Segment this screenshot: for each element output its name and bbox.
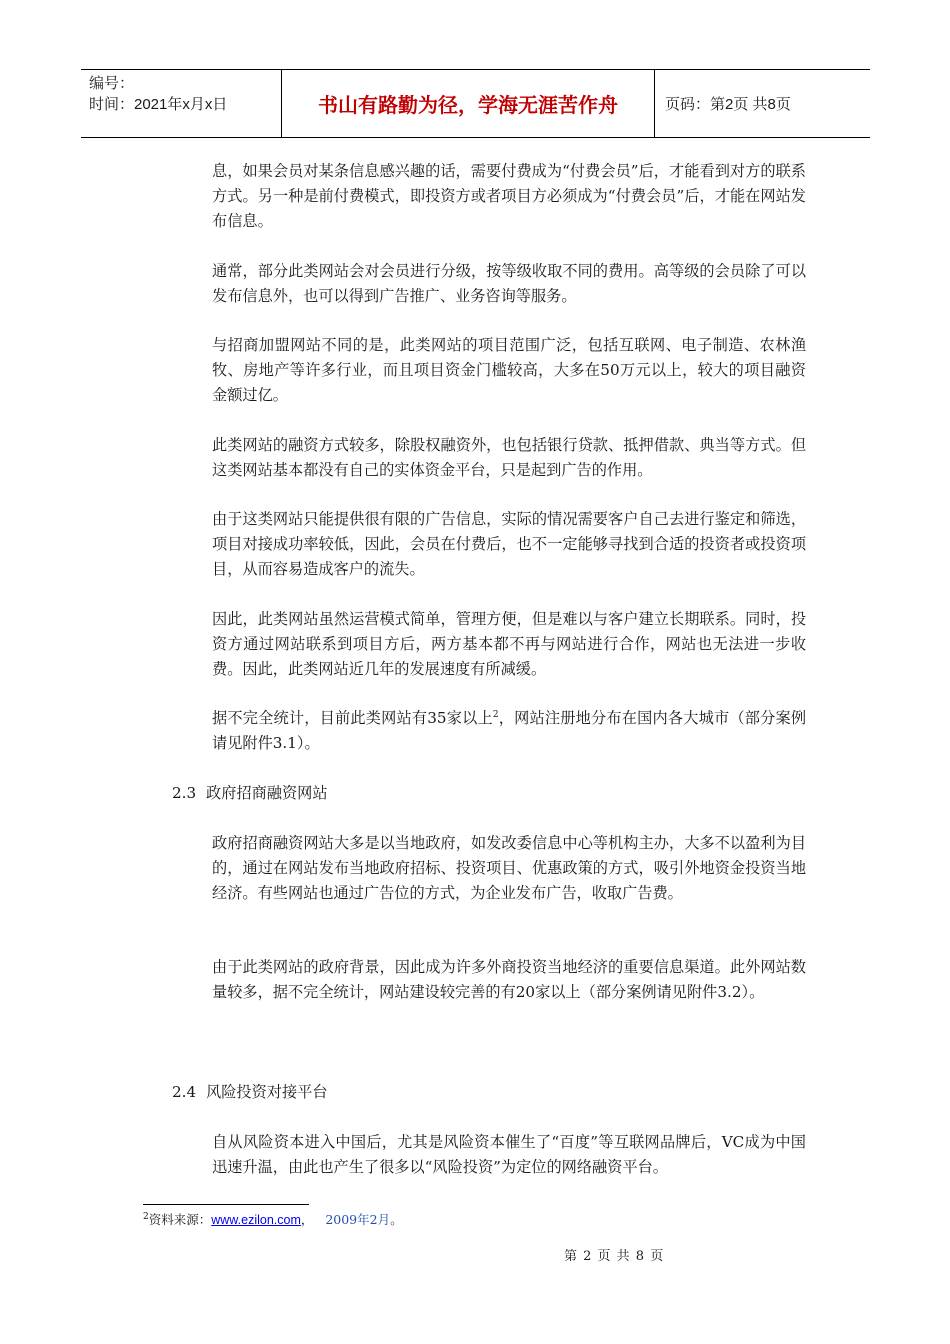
- body-paragraph-6: 因此，此类网站虽然运营模式简单，管理方便，但是难以与客户建立长期联系。同时，投资方通过网站联系到项目方后，两方基本都不再与网站进行合作，网站也无法进一步收费。因此，此类网站近几年的发展速度有所减缓。: [212, 610, 806, 678]
- footnote-marker: 2: [143, 1211, 149, 1222]
- footnote-source-link[interactable]: www.ezilon.com: [211, 1213, 301, 1227]
- paragraph-7-text-b: ，网站注册地分布在国内各大城市（部分案例请见附件3.1）。: [212, 709, 807, 752]
- section-heading-2-4: [172, 1080, 328, 1105]
- header-page-number: 页码：第2页 共8页: [665, 96, 791, 113]
- footnote-separator: [143, 1204, 309, 1205]
- footnote-reference: 2: [492, 709, 499, 720]
- body-paragraph-1: 息，如果会员对某条信息感兴趣的话，需要付费成为“付费会员”后，才能看到对方的联系方式。另一种是前付费模式，即投资方或者项目方必须成为“付费会员”后，才能在网站发布信息。: [212, 162, 806, 230]
- footnote: [143, 1211, 403, 1229]
- page-footer-number: 第 2 页 共 8 页: [564, 1249, 665, 1264]
- footnote-end: 。: [390, 1212, 403, 1227]
- paragraph-7-text-a: 据不完全统计，目前此类网站有35家以上: [212, 709, 493, 727]
- section-heading-2-3: [172, 781, 328, 806]
- section-number: 2.4: [172, 1083, 197, 1101]
- body-paragraph-2: 通常，部分此类网站会对会员进行分级，按等级收取不同的费用。高等级的会员除了可以发布信息外，也可以得到广告推广、业务咨询等服务。: [212, 262, 806, 305]
- body-paragraph-3: 与招商加盟网站不同的是，此类网站的项目范围广泛，包括互联网、电子制造、农林渔牧、房地产等许多行业，而且项目资金门槛较高，大多在50万元以上，较大的项目融资金额过亿。: [212, 336, 806, 404]
- section-number: 2.3: [172, 784, 197, 802]
- page-header: [81, 69, 870, 138]
- section-title: 政府招商融资网站: [206, 784, 328, 802]
- section-2-4-paragraph-1: 自从风险资本进入中国后，尤其是风险资本催生了“百度”等互联网品牌后，VC成为中国迅速升温，由此也产生了很多以“风险投资”为定位的网络融资平台。: [212, 1133, 806, 1176]
- footnote-label: 资料来源：: [148, 1212, 212, 1227]
- body-paragraph-7: [212, 706, 806, 756]
- document-time-label: 时间：2021年x月x日: [89, 96, 228, 113]
- section-2-3-paragraph-2: 由于此类网站的政府背景，因此成为许多外商投资当地经济的重要信息渠道。此外网站数量较多，据不完全统计，网站建设较完善的有20家以上（部分案例请见附件3.2）。: [212, 958, 806, 1001]
- section-title: 风险投资对接平台: [206, 1083, 328, 1101]
- document-id-label: 编号：: [89, 75, 135, 92]
- header-meta: [81, 70, 282, 137]
- section-2-3-paragraph-1: 政府招商融资网站大多是以当地政府，如发改委信息中心等机构主办，大多不以盈利为目的，通过在网站发布当地政府招标、投资项目、优惠政策的方式，吸引外地资金投资当地经济。有些网站也通过广告位的方式，为企业发布广告，收取广告费。: [212, 834, 806, 902]
- footnote-separator-text: ，: [300, 1212, 314, 1227]
- body-paragraph-5: 由于这类网站只能提供很有限的广告信息，实际的情况需要客户自己去进行鉴定和筛选，项目对接成功率较低，因此，会员在付费后，也不一定能够寻找到合适的投资者或投资项目，从而容易造成客户的流失。: [212, 510, 806, 578]
- body-paragraph-4: 此类网站的融资方式较多，除股权融资外，也包括银行贷款、抵押借款、典当等方式。但这类网站基本都没有自己的实体资金平台，只是起到广告的作用。: [212, 436, 806, 479]
- header-motto: 书山有路勤为径，学海无涯苦作舟: [282, 70, 655, 137]
- footnote-date: 2009年2月: [325, 1212, 391, 1227]
